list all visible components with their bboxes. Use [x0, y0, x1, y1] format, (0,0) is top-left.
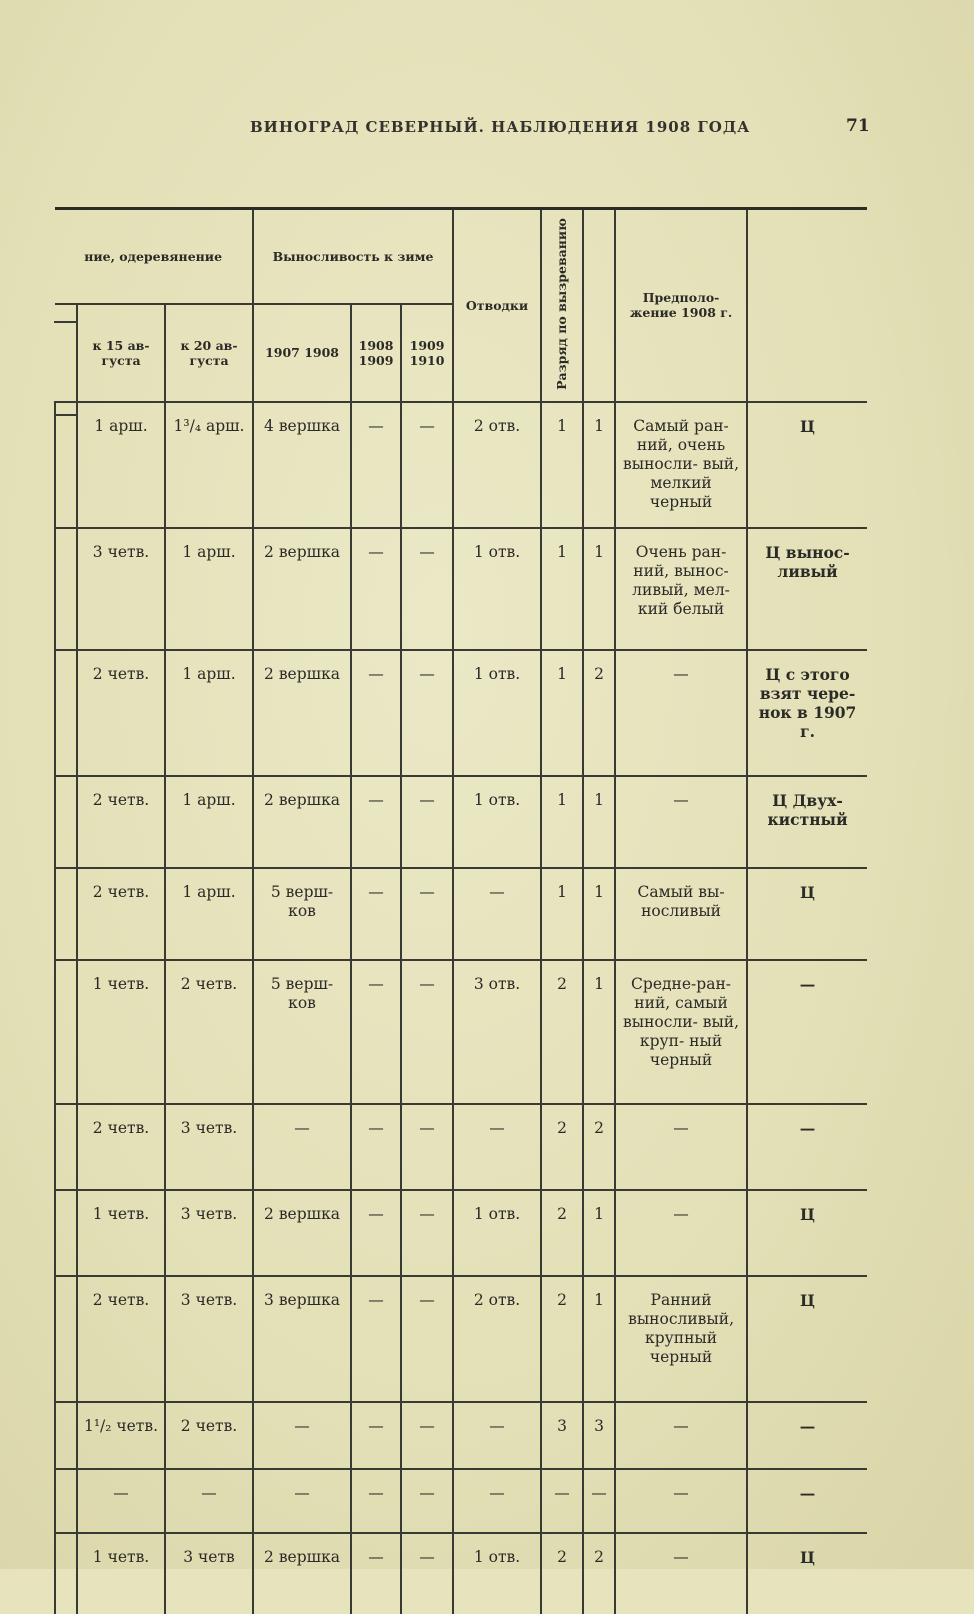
- observations-table: [54, 207, 867, 1614]
- cell-rank-2: 2: [583, 1104, 615, 1190]
- cell-year-2: —: [351, 776, 401, 868]
- cell-year-1: —: [253, 1104, 351, 1190]
- cell-year-1: —: [253, 1402, 351, 1469]
- cell-aug20: 2 четв.: [165, 960, 253, 1104]
- cell-year-1: 2 вершка: [253, 776, 351, 868]
- page-number: 71: [846, 116, 870, 136]
- cell-year-3: —: [401, 650, 453, 776]
- cell-year-2: —: [351, 1402, 401, 1469]
- cell-stub: [55, 776, 77, 868]
- cell-rank: 1: [541, 528, 583, 650]
- col-year-2: 1908 1909: [351, 304, 401, 402]
- cell-year-3: —: [401, 1402, 453, 1469]
- cell-aug20: 2 четв.: [165, 1402, 253, 1469]
- cell-stub: [55, 960, 77, 1104]
- cell-forecast: —: [615, 1533, 747, 1614]
- table-row: [55, 528, 867, 650]
- cell-aug15: —: [77, 1469, 165, 1533]
- cell-year-1: 2 вершка: [253, 1533, 351, 1614]
- cell-stub: [55, 1469, 77, 1533]
- cell-rank: —: [541, 1469, 583, 1533]
- cell-forecast: —: [615, 1104, 747, 1190]
- cell-layers: —: [453, 1402, 541, 1469]
- cell-note: —: [747, 960, 867, 1104]
- table-row: [55, 1533, 867, 1614]
- cell-year-1: 5 верш- ков: [253, 960, 351, 1104]
- col-stub: [55, 304, 77, 402]
- table-row: [55, 960, 867, 1104]
- cell-layers: 3 отв.: [453, 960, 541, 1104]
- cell-forecast: —: [615, 1190, 747, 1276]
- cell-aug15: 2 четв.: [77, 868, 165, 960]
- cell-year-1: —: [253, 1469, 351, 1533]
- cell-rank: 1: [541, 650, 583, 776]
- cell-forecast: Ранний выносливый, крупный черный: [615, 1276, 747, 1402]
- cell-aug20: 1 арш.: [165, 776, 253, 868]
- col-aug20: к 20 ав- густа: [165, 304, 253, 402]
- cell-rank-2: 1: [583, 960, 615, 1104]
- cell-forecast: Самый вы- носливый: [615, 868, 747, 960]
- cell-rank: 2: [541, 1104, 583, 1190]
- col-rank-2: [583, 209, 615, 402]
- cell-stub: [55, 1276, 77, 1402]
- col-forecast: Предполо- жение 1908 г.: [615, 209, 747, 402]
- cell-forecast: Самый ран- ний, очень выносли- вый, мелкий черный: [615, 402, 747, 528]
- table-row: [55, 1104, 867, 1190]
- cell-rank-2: 1: [583, 1190, 615, 1276]
- table-row: [55, 1469, 867, 1533]
- cell-layers: 1 отв.: [453, 650, 541, 776]
- cell-aug20: 1 арш.: [165, 528, 253, 650]
- cell-stub: [55, 402, 77, 528]
- cell-year-1: 4 вершка: [253, 402, 351, 528]
- cell-rank: 2: [541, 1276, 583, 1402]
- cell-layers: —: [453, 868, 541, 960]
- cell-note: —: [747, 1402, 867, 1469]
- cell-aug15: 2 четв.: [77, 1276, 165, 1402]
- cell-rank: 3: [541, 1402, 583, 1469]
- cell-note: Ц: [747, 402, 867, 528]
- cell-rank-2: 1: [583, 402, 615, 528]
- cell-note: Ц выноc- ливый: [747, 528, 867, 650]
- cell-year-3: —: [401, 776, 453, 868]
- cell-year-2: —: [351, 650, 401, 776]
- table-row: [55, 1276, 867, 1402]
- cell-layers: 1 отв.: [453, 1533, 541, 1614]
- cell-rank: 1: [541, 776, 583, 868]
- cell-aug20: 1³/₄ арш.: [165, 402, 253, 528]
- header-row: [55, 209, 867, 304]
- col-year-3: 1909 1910: [401, 304, 453, 402]
- cell-rank-2: 2: [583, 650, 615, 776]
- cell-rank-2: 1: [583, 1276, 615, 1402]
- cell-aug20: 3 четв: [165, 1533, 253, 1614]
- cell-stub: [55, 528, 77, 650]
- col-aug15: к 15 ав- густа: [77, 304, 165, 402]
- cell-year-2: —: [351, 1190, 401, 1276]
- col-hardiness: Выносливость к зиме: [253, 209, 453, 304]
- cell-year-2: —: [351, 528, 401, 650]
- cell-aug20: 3 четв.: [165, 1190, 253, 1276]
- cell-aug15: 1 арш.: [77, 402, 165, 528]
- cell-note: Ц: [747, 1533, 867, 1614]
- table-row: [55, 650, 867, 776]
- cell-aug15: 1¹/₂ четв.: [77, 1402, 165, 1469]
- cell-year-3: —: [401, 960, 453, 1104]
- cell-year-3: —: [401, 1190, 453, 1276]
- cell-forecast: —: [615, 1402, 747, 1469]
- cell-year-2: —: [351, 960, 401, 1104]
- cell-forecast: Средне-ран- ний, самый выносли- вый, круп- ный черный: [615, 960, 747, 1104]
- cell-year-1: 2 вершка: [253, 1190, 351, 1276]
- cell-year-3: —: [401, 1533, 453, 1614]
- cell-stub: [55, 868, 77, 960]
- cell-aug20: 3 четв.: [165, 1276, 253, 1402]
- cell-year-3: —: [401, 1276, 453, 1402]
- cell-year-3: —: [401, 868, 453, 960]
- cell-note: Ц: [747, 1190, 867, 1276]
- cell-stub: [55, 650, 77, 776]
- cell-note: —: [747, 1469, 867, 1533]
- cell-rank: 1: [541, 868, 583, 960]
- cell-aug20: 1 арш.: [165, 868, 253, 960]
- cell-aug20: 3 четв.: [165, 1104, 253, 1190]
- cell-rank: 2: [541, 1533, 583, 1614]
- cell-forecast: —: [615, 1469, 747, 1533]
- cell-year-3: —: [401, 1469, 453, 1533]
- cell-year-1: 5 верш- ков: [253, 868, 351, 960]
- cell-note: Ц: [747, 868, 867, 960]
- cell-rank: 1: [541, 402, 583, 528]
- cell-year-1: 2 вершка: [253, 528, 351, 650]
- cell-aug15: 2 четв.: [77, 1104, 165, 1190]
- cell-year-1: 3 вершка: [253, 1276, 351, 1402]
- table-row: [55, 1190, 867, 1276]
- cell-aug15: 3 четв.: [77, 528, 165, 650]
- cell-note: Ц Двух- кистный: [747, 776, 867, 868]
- running-head: ВИНОГРАД СЕВЕРНЫЙ. НАБЛЮДЕНИЯ 1908 ГОДА: [250, 118, 751, 136]
- cell-stub: [55, 1190, 77, 1276]
- cell-year-2: —: [351, 868, 401, 960]
- cell-note: Ц с этого взят чере- нок в 1907 г.: [747, 650, 867, 776]
- table-row: [55, 1402, 867, 1469]
- table-row: [55, 776, 867, 868]
- cell-aug15: 1 четв.: [77, 1533, 165, 1614]
- cell-stub: [55, 1533, 77, 1614]
- cell-rank-2: —: [583, 1469, 615, 1533]
- cell-aug15: 2 четв.: [77, 650, 165, 776]
- cell-year-2: —: [351, 1104, 401, 1190]
- cell-forecast: —: [615, 650, 747, 776]
- cell-year-3: —: [401, 528, 453, 650]
- cell-layers: 2 отв.: [453, 1276, 541, 1402]
- cell-forecast: Очень ран- ний, вынос- ливый, мел- кий белый: [615, 528, 747, 650]
- cell-year-2: —: [351, 1533, 401, 1614]
- col-year-1: 1907 1908: [253, 304, 351, 402]
- cell-stub: [55, 1104, 77, 1190]
- cell-layers: —: [453, 1469, 541, 1533]
- cell-aug20: 1 арш.: [165, 650, 253, 776]
- cell-aug15: 2 четв.: [77, 776, 165, 868]
- cell-year-3: —: [401, 402, 453, 528]
- table-row: [55, 402, 867, 528]
- cell-layers: 1 отв.: [453, 1190, 541, 1276]
- cell-layers: 1 отв.: [453, 776, 541, 868]
- cell-layers: 1 отв.: [453, 528, 541, 650]
- cell-aug20: —: [165, 1469, 253, 1533]
- cell-forecast: —: [615, 776, 747, 868]
- cell-year-2: —: [351, 402, 401, 528]
- cell-rank-2: 3: [583, 1402, 615, 1469]
- cell-rank: 2: [541, 1190, 583, 1276]
- cell-aug15: 1 четв.: [77, 1190, 165, 1276]
- cell-note: Ц: [747, 1276, 867, 1402]
- col-ripening: ние, одеревянение: [55, 209, 253, 304]
- cell-year-2: —: [351, 1469, 401, 1533]
- cell-layers: —: [453, 1104, 541, 1190]
- col-note: [747, 209, 867, 402]
- cell-rank: 2: [541, 960, 583, 1104]
- cell-year-2: —: [351, 1276, 401, 1402]
- col-layers: Отводки: [453, 209, 541, 402]
- cell-rank-2: 2: [583, 1533, 615, 1614]
- cell-rank-2: 1: [583, 528, 615, 650]
- cell-aug15: 1 четв.: [77, 960, 165, 1104]
- cell-year-1: 2 вершка: [253, 650, 351, 776]
- table-row: [55, 868, 867, 960]
- cell-stub: [55, 1402, 77, 1469]
- cell-note: —: [747, 1104, 867, 1190]
- cell-rank-2: 1: [583, 776, 615, 868]
- col-rank: Разряд по вызреванию: [541, 209, 583, 402]
- cell-layers: 2 отв.: [453, 402, 541, 528]
- cell-rank-2: 1: [583, 868, 615, 960]
- cell-year-3: —: [401, 1104, 453, 1190]
